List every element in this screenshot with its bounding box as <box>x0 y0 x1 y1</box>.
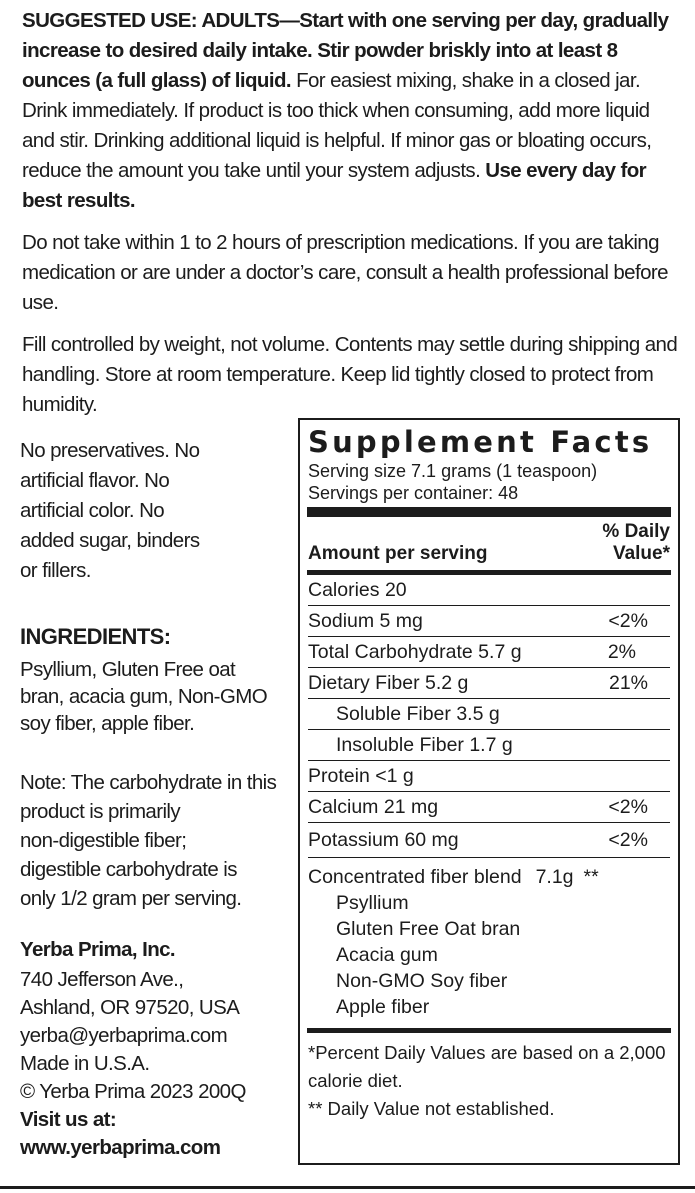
nutrient-row <box>308 761 670 792</box>
daily-value-header-line1: % Daily <box>602 521 670 542</box>
ingredients-text: Psyllium, Gluten Free oat bran, acacia gum, Non-GMO soy fiber, apple fiber. <box>20 658 268 735</box>
suggested-use-tail: Use every day for best results. <box>22 159 647 212</box>
no-preservatives-text <box>20 436 282 586</box>
nutrient-row <box>308 606 670 637</box>
nutrient-row <box>308 823 670 858</box>
nutrient-percent <box>648 761 670 791</box>
thick-divider <box>307 507 671 517</box>
directions-block <box>22 6 682 432</box>
supplement-facts-title: Supplement Facts <box>308 425 653 459</box>
nutrient-name: Dietary Fiber 5.2 g <box>308 672 469 694</box>
company-block <box>20 936 282 1162</box>
nutrient-percent: <2% <box>608 796 648 818</box>
ingredients-block <box>20 622 282 737</box>
fiber-blend-mark: ** <box>583 866 599 888</box>
nutrient-row <box>308 575 670 606</box>
nutrient-row <box>308 637 670 668</box>
nutrient-name: Potassium 60 mg <box>308 829 459 851</box>
blend-item: Apple fiber <box>336 996 430 1018</box>
suggested-use-body: For easiest mixing, shake in a closed jar. Drink immediately. If product is too thick when consuming, add more liquid and stir. Drinking additional liquid is helpful. If minor gas or bloating occurs, reduce the amount you take until your system adjusts. <box>22 69 652 182</box>
nutrient-percent: <2% <box>608 829 648 851</box>
serving-size: Serving size 7.1 grams (1 teaspoon) <box>308 461 598 481</box>
nutrient-row <box>308 699 670 730</box>
fiber-blend-amount: 7.1g <box>535 866 574 888</box>
fill-paragraph: Fill controlled by weight, not volume. Contents may settle during shipping and handling. Store at room temperature. Keep lid tightly closed to protect from humidity. <box>22 333 678 416</box>
nutrient-percent: 2% <box>607 641 636 663</box>
nutrient-name: Calcium 21 mg <box>308 796 439 818</box>
nutrient-name: Total Carbohydrate 5.7 g <box>308 641 522 663</box>
amount-header-row <box>308 517 670 570</box>
company-name: Yerba Prima, Inc. <box>20 938 176 961</box>
blend-item: Acacia gum <box>336 944 438 966</box>
suggested-use-lead: SUGGESTED USE: ADULTS—Start with one serving per day, gradually increase to desired daily intake. Stir powder briskly into at least 8 ounces (a full glass) of liquid. <box>22 9 669 92</box>
nutrient-row <box>308 730 670 761</box>
nutrient-percent <box>648 699 670 729</box>
footnote-not-established: ** Daily Value not established. <box>308 1098 555 1119</box>
website-link[interactable]: www.yerbaprima.com <box>20 1136 221 1159</box>
blend-item: Non-GMO Soy fiber <box>336 970 508 992</box>
nutrient-percent: <2% <box>608 610 648 632</box>
fiber-blend-section <box>308 858 670 1028</box>
ingredients-heading: INGREDIENTS: <box>20 624 171 649</box>
nutrient-percent <box>648 575 670 605</box>
nutrient-percent: 21% <box>608 672 648 694</box>
nutrient-name: Soluble Fiber 3.5 g <box>336 703 500 725</box>
nutrient-percent <box>648 730 670 760</box>
bottom-border-line <box>0 1186 695 1189</box>
nutrient-name: Calories 20 <box>308 579 407 601</box>
nutrient-row <box>308 668 670 699</box>
fiber-blend-name: Concentrated fiber blend <box>308 866 522 888</box>
supplement-facts-panel <box>298 418 680 1165</box>
daily-value-header <box>602 521 670 565</box>
amount-per-serving-label: Amount per serving <box>308 543 488 564</box>
note-text: Note: The carbohydrate in this product is primarily non-digestible fiber; digestible carbohydrate is only 1/2 gram per serving. <box>20 771 277 910</box>
warning-paragraph: Do not take within 1 to 2 hours of prescription medications. If you are taking medication or are under a doctor’s care, consult a health professional before use. <box>22 231 668 314</box>
blend-item: Gluten Free Oat bran <box>336 918 521 940</box>
nutrient-name: Insoluble Fiber 1.7 g <box>336 734 513 756</box>
blend-item: Psyllium <box>336 892 409 914</box>
servings-per-container: Servings per container: 48 <box>308 483 519 503</box>
daily-value-header-line2: Value* <box>612 543 670 564</box>
no-preservatives-lines: No preservatives. No artificial flavor. No artificial color. No added sugar, binders or fillers. <box>20 439 200 582</box>
fiber-blend-header <box>308 864 670 890</box>
nutrient-name: Sodium 5 mg <box>308 610 423 632</box>
nutrient-name: Protein <1 g <box>308 765 414 787</box>
company-address: 740 Jefferson Ave., Ashland, OR 97520, USA yerba@yerbaprima.com Made in U.S.A. © Yerba Prima 2023 200Q <box>20 968 246 1103</box>
visit-label: Visit us at: <box>20 1108 117 1131</box>
note-block <box>20 768 282 913</box>
footnote-percent: *Percent Daily Values are based on a 2,000 calorie diet. <box>308 1042 666 1091</box>
suggested-use-paragraph <box>22 6 682 216</box>
nutrient-row <box>308 792 670 823</box>
